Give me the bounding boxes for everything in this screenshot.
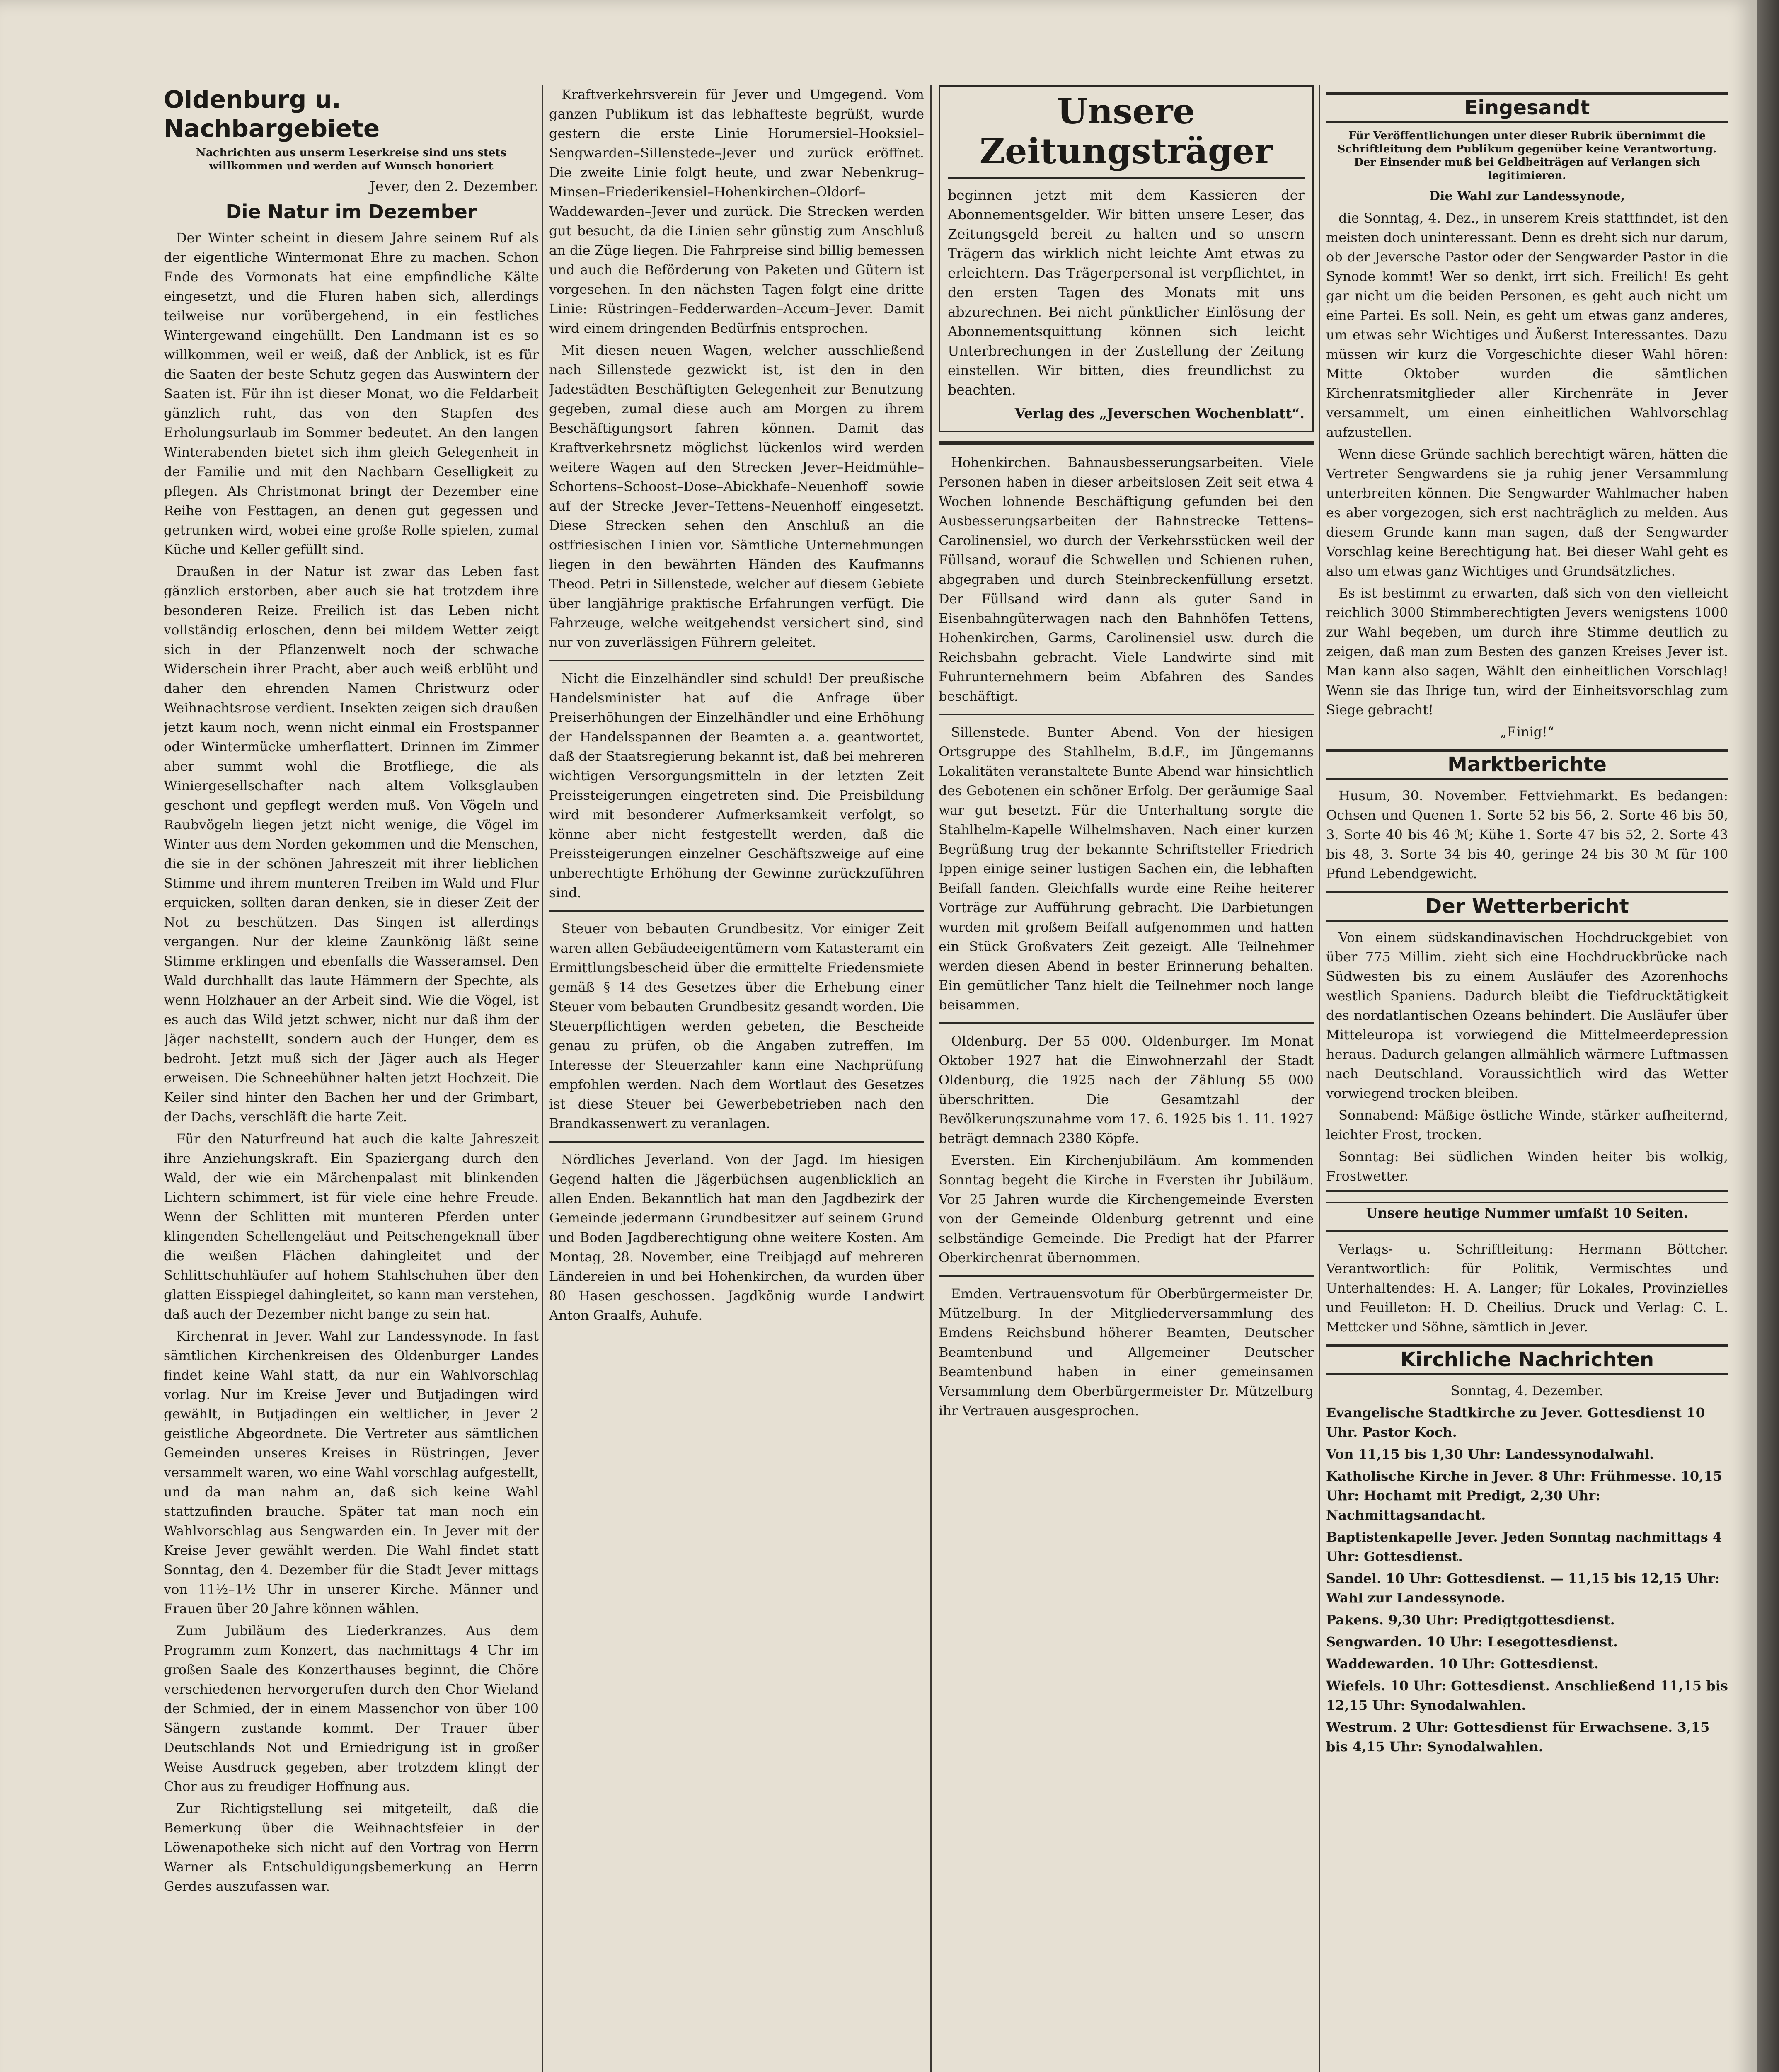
market-title: Marktberichte <box>1326 749 1728 780</box>
divider <box>1326 1230 1728 1232</box>
church-entry: Katholische Kirche in Jever. 8 Uhr: Frühmesse. 10,15 Uhr: Hochamt mit Predigt, 2,30 Uhr: Nachmittagsandacht. <box>1326 1468 1722 1523</box>
pages-note: Unsere heutige Nummer umfaßt 10 Seiten. <box>1366 1205 1688 1221</box>
notice-signature: Verlag des „Jeverschen Wochenblatt“. <box>1014 405 1305 421</box>
column-1 <box>164 85 539 2072</box>
column-rule <box>542 85 543 2072</box>
column-rule <box>1319 85 1320 2072</box>
divider <box>549 910 924 912</box>
notice-box <box>939 85 1314 432</box>
church-entry: Baptistenkapelle Jever. Jeden Sonntag nachmittags 4 Uhr: Gottesdienst. <box>1326 1529 1722 1564</box>
letter-paragraph: die Sonntag, 4. Dez., in unserem Kreis stattfindet, ist den meisten doch uninteressant. Denn es dreht sich nur darum, ob der Jeversche Pastor oder der Sengwarder Pastor in die Synode kommt! Wer so denkt, irrt sich. Freilich! Es geht gar nicht um die beiden Personen, es geht auch nicht um eine Partei. Es soll. Nein, es geht um etwas ganz anderes, um etwas sehr Wichtiges und Äußerst Interessantes. Dazu müssen wir kurz die Vorgeschichte dieser Wahl hören: Mitte Oktober wurden die sämtlichen Kirchenratsmitglieder aller Kirchenräte in Jever versammelt, um einen einheitlichen Wahlvorschlag aufzustellen. <box>1326 210 1728 440</box>
divider <box>939 1275 1314 1277</box>
church-entry: Pakens. 9,30 Uhr: Predigtgottesdienst. <box>1326 1612 1615 1628</box>
divider <box>549 1141 924 1143</box>
letter-signature: „Einig!“ <box>1500 724 1554 740</box>
church-entry: Waddewarden. 10 Uhr: Gottesdienst. <box>1326 1656 1599 1672</box>
church-entry: Sandel. 10 Uhr: Gottesdienst. — 11,15 bis 12,15 Uhr: Wahl zur Landessynode. <box>1326 1571 1720 1606</box>
section-title-oldenburg: Oldenburg u. Nachbargebiete <box>164 85 380 143</box>
dateline: Jever, den 2. Dezember. <box>370 178 539 195</box>
weather-forecast-sunday: Sonntag: Bei südlichen Winden heiter bis wolkig, Frostwetter. <box>1326 1149 1728 1184</box>
column-rule <box>930 85 932 2072</box>
article-paragraph: Zum Jubiläum des Liederkranzes. Aus dem Programm zum Konzert, das nachmittags 4 Uhr im großen Saale des Konzerthauses beginnt, die Chöre verschiedenen hervorgerufen durch den Chor Wieland der Schmied, der in einem Massenchor von über 100 Sängern zustande kommt. Der Trauer über Deutschlands Not und Erniedrigung ist in großer Weise Ausdruck gegeben, aber trotzdem klingt der Chor aus zu freudiger Hoffnung aus. <box>164 1623 539 1794</box>
imprint: Verlags- u. Schriftleitung: Hermann Böttcher. Verantwortlich: für Politik, Vermischtes und Unterhaltendes: H. A. Langer; für Lokales, Provinzielles und Feuilleton: H. D. Cheilius. Druck und Verlag: C. L. Mettcker und Söhne, sämtlich in Jever. <box>1326 1241 1728 1335</box>
church-entry: Evangelische Stadtkirche zu Jever. Gottesdienst 10 Uhr. Pastor Koch. <box>1326 1405 1705 1440</box>
article-paragraph: Oldenburg. Der 55 000. Oldenburger. Im Monat Oktober 1927 hat die Einwohnerzahl der Stadt Oldenburg, die 1925 nach der Zählung 55 000 überschritten. Die Gesamtzahl der Bevölkerungszunahme vom 17. 6. 1925 bis 1. 11. 1927 beträgt demnach 2380 Köpfe. <box>939 1033 1314 1146</box>
church-title: Kirchliche Nachrichten <box>1326 1344 1728 1375</box>
article-paragraph: Zur Richtigstellung sei mitgeteilt, daß die Bemerkung über die Weihnachtsfeier in der Löwenapotheke sich nicht auf den Vortrag von Herrn Warner als Entschuldigungsbemerkung an Herrn Gerdes auszufassen war. <box>164 1801 539 1894</box>
church-entry: Von 11,15 bis 1,30 Uhr: Landessynodalwahl. <box>1326 1446 1654 1462</box>
notice-title: Unsere Zeitungsträger <box>948 92 1305 179</box>
church-entry: Sengwarden. 10 Uhr: Lesegottesdienst. <box>1326 1634 1618 1650</box>
section-title-eingesandt: Eingesandt <box>1326 92 1728 123</box>
disclaimer: Für Veröffentlichungen unter dieser Rubrik übernimmt die Schriftleitung dem Publikum gegenüber keine Verantwortung. Der Einsender muß bei Geldbeiträgen auf Verlangen sich legitimieren. <box>1337 130 1717 182</box>
article-paragraph: Nicht die Einzelhändler sind schuld! Der preußische Handelsminister hat auf die Anfrage über Preiserhöhungen der Einzelhändler und eine Erhöhung der Handelsspannen der Beamten a. a. geantwortet, daß der Staatsregierung bekannt ist, daß bei mehreren wichtigen Versorgungsmitteln in der letzten Zeit Preissteigerungen eingetreten sind. Die Preisbildung wird mit besonderer Aufmerksamkeit verfolgt, so könne aber nicht festgestellt werden, daß die Preissteigerungen einzelner Geschäftszweige auf eine unberechtigte Erhöhung der Gewinne zurückzuführen sind. <box>549 670 924 900</box>
letter-paragraph: Es ist bestimmt zu erwarten, daß sich von den vielleicht reichlich 3000 Stimmberechtigten Jevers wenigstens 1000 zur Wahl begeben, um durch ihre Stimme deutlich zu zeigen, daß man zum Besten des ganzen Kreises Jever ist. Man kann also sagen, Wählt den einheitlichen Vorschlag! Wenn sie das Ihrige tun, wird der Einheitsvorschlag zum Siege gebracht! <box>1326 585 1728 718</box>
article-paragraph: Steuer von bebauten Grundbesitz. Vor einiger Zeit waren allen Gebäudeeigentümern vom Katasteramt ein Ermittlungsbescheid über die ermittelte Friedensmiete gemäß § 14 des Gesetzes über die Erhebung einer Steuer vom bebauten Grundbesitz gesandt worden. Die Steuerpflichtigen werden gebeten, die Bescheide genau zu prüfen, ob die Angaben zutreffen. Im Interesse der Steuerzahler kann eine Nachprüfung empfohlen werden. Nach dem Wortlaut des Gesetzes ist diese Steuer bei Gewerbebetrieben nach den Brandkassenwert zu veranlagen. <box>549 921 924 1131</box>
page-edge-shadow <box>1757 0 1779 2072</box>
divider <box>549 660 924 661</box>
weather-text: Von einem südskandinavischen Hochdruckgebiet von über 775 Millim. zieht sich eine Hochdruckbrücke nach Südwesten bis zu einem Ausläufer des Azorenhochs westlich Spaniens. Dadurch bleibt die Tiefdrucktätigkeit des nordatlantischen Ozeans behindert. Die Ausläufer über Mitteleuropa ist vorwiegend die Mittelmeerdepression heraus. Dadurch gelangen allmählich wärmere Luftmassen nach Deutschland. Voraussichtlich wird das Wetter vorwiegend trocken bleiben. <box>1326 929 1728 1101</box>
article-paragraph: Sillenstede. Bunter Abend. Von der hiesigen Ortsgruppe des Stahlhelm, B.d.F., im Jüngemanns Lokalitäten veranstaltete Bunte Abend war hinsichtlich des Gebotenen ein schöner Erfolg. Der geräumige Saal war gut besetzt. Für die Unterhaltung sorgte die Stahlhelm-Kapelle Wilhelmshaven. Nach einer kurzen Begrüßung trug der bekannte Schriftsteller Friedrich Ippen einige seiner lustigen Sachen ein, die lebhaften Beifall fanden. Gleichfalls wurde eine Reihe heiterer Vorträge zur Aufführung gebracht. Die Darbietungen wurden mit großem Beifall aufgenommen und hatten ein Stück Großvaters Zeit gezeigt. Alle Teilnehmer werden diesen Abend in bester Erinnerung behalten. Ein gemütlicher Tanz hielt die Teilnehmer noch lange beisammen. <box>939 724 1314 1013</box>
divider <box>939 1022 1314 1024</box>
divider <box>1326 1190 1728 1203</box>
article-paragraph: Nördliches Jeverland. Von der Jagd. Im hiesigen Gegend halten die Jägerbüchsen augenblicklich an allen Enden. Bekanntlich hat man den Jagdbezirk der Gemeinde jedermann Grundbesitzer auf seinem Grund und Boden Jagdberechtigung ohne weitere Kosten. Am Montag, 28. November, eine Treibjagd auf mehreren Ländereien in und bei Hohenkirchen, da wurden über 80 Hasen geschossen. Jagdkönig wurde Landwirt Anton Graalfs, Auhufe. <box>549 1152 924 1323</box>
church-date: Sonntag, 4. Dezember. <box>1451 1383 1603 1399</box>
market-text: Husum, 30. November. Fettviehmarkt. Es bedangen: Ochsen und Quenen 1. Sorte 52 bis 56, 2. Sorte 46 bis 50, 3. Sorte 40 bis 46 ℳ; Kühe 1. Sorte 47 bis 52, 2. Sorte 43 bis 48, 3. Sorte 34 bis 40, geringe 24 bis 30 ℳ für 100 Pfund Lebendgewicht. <box>1326 788 1728 881</box>
letter-title: Die Wahl zur Landessynode, <box>1429 189 1625 203</box>
article-paragraph: Hohenkirchen. Bahnausbesserungsarbeiten. Viele Personen haben in dieser arbeitslosen Zeit seit etwa 4 Wochen lohnende Beschäftigung gefunden bei den Ausbesserungsarbeiten der Bahnstrecke Tettens–Carolinensiel, wo durch der Verkehrsstücken weil der Füllsand, worauf die Schwellen und Schienen ruhen, abgegraben und durch Steinbreckenfüllung ersetzt. Der Füllsand wird dann als guter Sand in Eisenbahngüterwagen nach den Bahnhöfen Tettens, Hohenkirchen, Garms, Carolinensiel usw. durch die Reichsbahn gebracht. Viele Landwirte sind mit Fuhrunternehmern beim Abfahren des Sandes beschäftigt. <box>939 455 1314 704</box>
article-title: Die Natur im Dezember <box>225 201 477 223</box>
church-entry: Wiefels. 10 Uhr: Gottesdienst. Anschließend 11,15 bis 12,15 Uhr: Synodalwahlen. <box>1326 1678 1728 1713</box>
divider <box>939 714 1314 715</box>
article-paragraph: Kraftverkehrsverein für Jever und Umgegend. Vom ganzen Publikum ist das lebhafteste begrüßt, wurde gestern die erste Linie Horumersiel–Hooksiel–Sengwarden–Sillenstede–Jever und zurück eröffnet. Die zweite Linie folgt heute, und zwar Nebenkrug–Minsen–Friederikensiel–Hohenkirchen–Oldorf–Waddewarden–Jever und zurück. Die Strecken werden gut besucht, da die Linien sehr günstig zum Anschluß an die Züge liegen. Die Fahrpreise sind billig bemessen und auch die Beförderung von Paketen und Gütern ist vorgesehen. In den nächsten Tagen folgt eine dritte Linie: Rüstringen–Fedderwarden–Accum–Jever. Damit wird einem dringenden Bedürfnis entsprochen. <box>549 87 924 336</box>
article-paragraph: Mit diesen neuen Wagen, welcher ausschließend nach Sillenstede gezwickt ist, ist den in den Jadestädten Beschäftigten Gelegenheit zur Benutzung gegeben, zumal diese auch am Morgen zu ihrem Beschäftigungsort fahren können. Damit das Kraftverkehrsnetz möglichst lückenlos wird werden weitere Wagen auf den Strecken Jever–Heidmühle–Schortens–Schoost–Dose–Abickhafe–Neuenhoff sowie auf der Strecke Jever–Tettens–Neuenhoff eingesetzt. Diese Strecken sehen den Anschluß an die ostfriesischen Linien vor. Sämtliche Unternehmungen liegen in den bewährten Händen des Kaufmanns Theod. Petri in Sillenstede, welcher auf diesem Gebiete über langjährige praktische Erfahrungen verfügt. Die Fahrzeuge, welche weitgehendst versichert sind, sind nur von zuverlässigen Führern geleitet. <box>549 342 924 650</box>
article-paragraph: Eversten. Ein Kirchenjubiläum. Am kommenden Sonntag begeht die Kirche in Eversten ihr Jubiläum. Vor 25 Jahren wurde die Kirchengemeinde Eversten von der Gemeinde Oldenburg getrennt und eine selbständige Gemeinde. Die Predigt hat der Pfarrer Oberkirchenrat übernommen. <box>939 1152 1314 1266</box>
letter-paragraph: Wenn diese Gründe sachlich berechtigt wären, hätten die Vertreter Sengwardens sie ja ruhig jener Versammlung unterbreiten können. Die Sengwarder Wahlmacher haben es aber vorgezogen, sich erst nachträglich zu melden. Aus diesem Grunde kann man sagen, daß der Sengwarder Vorschlag keine Berechtigung hat. Bei dieser Wahl geht es also um etwas ganz Wichtiges und Grundsätzliches. <box>1326 446 1728 579</box>
article-paragraph: Kirchenrat in Jever. Wahl zur Landessynode. In fast sämtlichen Kirchenkreisen des Oldenburger Landes findet keine Wahl statt, da nur ein Wahlvorschlag vorlag. Nur im Kreise Jever und Butjadingen wird gewählt, in Butjadingen ein weltlicher, in Jever 2 geistliche Abgeordnete. Die Vertreter aus sämtlichen Gemeinden unseres Kreises in Rüstringen, Jever versammelt waren, wo eine Wahl vorschlag aufgestellt, und da man nahm an, daß sich keine Wahl stattzufinden brauche. Später tat man noch ein Wahlvorschlag aus Sengwarden ein. In Jever mit der Kreise Jever gewählt werden. Die Wahl findet statt Sonntag, den 4. Dezember für die Stadt Jever mittags von 11½–1½ Uhr in unserer Kirche. Männer und Frauen über 20 Jahre können wählen. <box>164 1328 539 1617</box>
column-4 <box>1326 85 1728 2072</box>
column-3 <box>939 85 1314 2072</box>
divider <box>939 441 1314 445</box>
article-paragraph: Emden. Vertrauensvotum für Oberbürgermeister Dr. Mützelburg. In der Mitgliederversammlung des Emdens Reichsbund höherer Beamten, Deutscher Beamtenbund und Allgemeiner Deutscher Beamtenbund haben in einer gemeinsamen Versammlung dem Oberbürgermeister Dr. Mützelburg ihr Vertrauen ausgesprochen. <box>939 1286 1314 1418</box>
column-2 <box>549 85 924 2072</box>
weather-title: Der Wetterbericht <box>1326 891 1728 922</box>
article-paragraph: Für den Naturfreund hat auch die kalte Jahreszeit ihre Anziehungskraft. Ein Spaziergang durch den Wald, der wie ein Märchenpalast mit blinkenden Lichtern schimmert, ist für viele eine hehre Freude. Wenn der Schlitten mit munteren Pferden unter klingenden Schellengeläut und Peitschengeknall über die weißen Flächen dahingleitet und der Schlittschuhläufer auf hohem Stahlschuhen über den glatten Eisspiegel dahingleitet, so kann man verstehen, daß auch der Dezember nicht bange zu sein hat. <box>164 1131 539 1322</box>
article-paragraph: Draußen in der Natur ist zwar das Leben fast gänzlich erstorben, aber auch sie hat trotzdem ihre besonderen Reize. Freilich ist das Leben nicht vollständig erloschen, denn bei mildem Wetter zeigt sich in der Pflanzenwelt noch der schwache Widerschein ihrer Pracht, aber auch weiß erblüht und daher den ehrenden Namen Christwurz oder Weihnachtsrose verdient. Insekten zeigen sich draußen jetzt kaum noch, wenn nicht einmal ein Frostspanner oder Wintermücke umherflattert. Drinnen im Zimmer aber summt wohl die Brotfliege, die als Winiergesellschafter nach altem Volksglauben geschont und gepflegt werden muß. Von Vögeln und Raubvögeln liegen jetzt nicht wenige, die Vögel im Winter aus dem Norden gekommen und die Menschen, die sie in der schönen Jahreszeit mit ihrer lieblichen Stimme und ihrem munteren Treiben im Wald und Flur erquicken, sollten daran denken, sie in dieser Zeit der Not zu beschützen. Das Singen ist allerdings vergangen. Nur der kleine Zaunkönig läßt seine Stimme erklingen und ebenfalls die Wasseramsel. Den Wald durchhallt das laute Hämmern der Spechte, als wenn Holzhauer an der Arbeit sind. Wie die Vögel, ist es auch das Wild jetzt schwer, nicht nur daß ihm der Jäger nachstellt, sondern auch der Hunger, dem es bedroht. Jetzt muß sich der Jäger auch als Heger erweisen. Die Schneehühner halten jetzt Hochzeit. Die Keiler sind hinter den Bachen her und der Grimbart, der Dachs, verschläft die harte Zeit. <box>164 564 539 1125</box>
notice-text: beginnen jetzt mit dem Kassieren der Abonnementsgelder. Wir bitten unsere Leser, das Zeitungsgeld bereit zu halten und so unsern Trägern das wirklich nicht leichte Amt etwas zu erleichtern. Das Trägerpersonal ist verpflichtet, in den ersten Tagen des Monats mit uns abzurechnen. Bei nicht pünktlicher Einlösung der Abonnementsquittung können sich leicht Unterbrechungen in der Zustellung der Zeitung einstellen. Wir bitten, dies freundlichst zu beachten. <box>948 187 1305 398</box>
weather-forecast-saturday: Sonnabend: Mäßige östliche Winde, stärker aufheiternd, leichter Frost, trocken. <box>1326 1107 1728 1143</box>
article-paragraph: Der Winter scheint in diesem Jahre seinem Ruf als der eigentliche Wintermonat Ehre zu machen. Schon Ende des Vormonats hat eine empfindliche Kälte eingesetzt, und die Fluren haben sich, allerdings teilweise nur vorübergehend, in ein festliches Wintergewand eingehüllt. Den Landmann ist es so willkommen, weil er weiß, daß der Anblick, ist es für die Saaten der beste Schutz gegen das Auswintern der Saaten ist. Für ihn ist dieser Monat, wo die Feldarbeit gänzlich ruht, das von den Stapfen des Erholungsurlaub im Sommer bedeutet. An den langen Winterabenden bietet sich ihm gleich Gelegenheit in der Familie und mit den Nachbarn Geselligkeit zu pflegen. Als Christmonat bringt der Dezember eine Reihe von Festtagen, an denen gut gegessen und getrunken wird, wobei eine große Rolle spielen, zumal Küche und Keller gefüllt sind. <box>164 230 539 557</box>
section-subtitle: Nachrichten aus unserm Leserkreise sind uns stets willkommen und werden auf Wunsch honoriert <box>196 147 506 172</box>
church-entry: Westrum. 2 Uhr: Gottesdienst für Erwachsene. 3,15 bis 4,15 Uhr: Synodalwahlen. <box>1326 1719 1710 1755</box>
